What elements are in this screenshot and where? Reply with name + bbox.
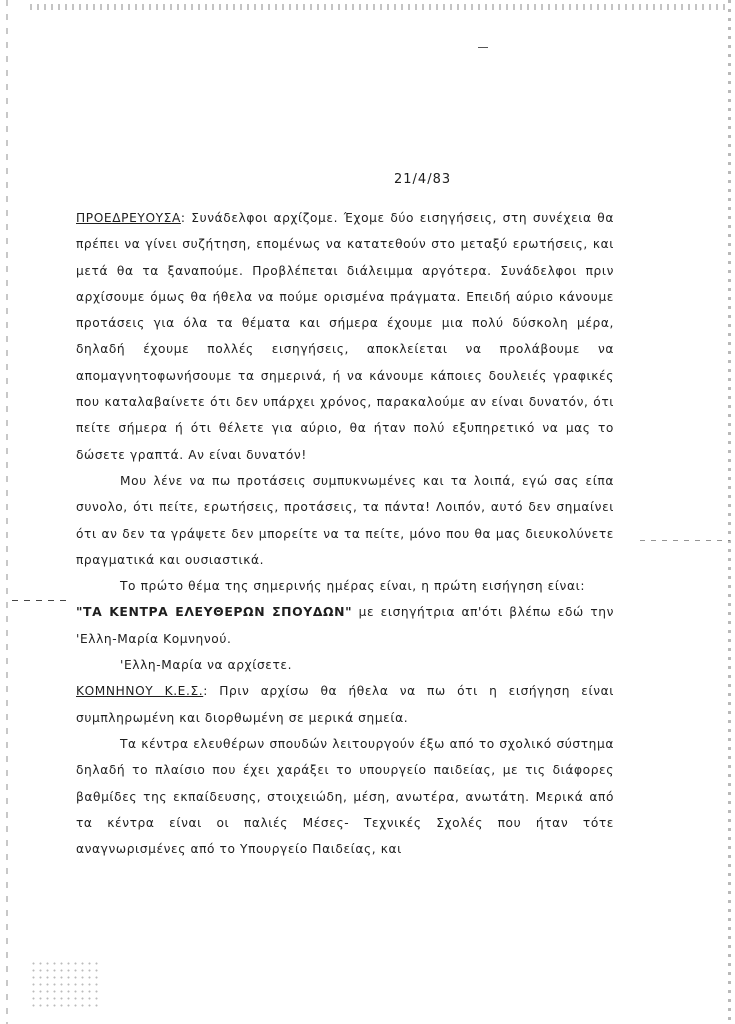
scan-artifact-left — [6, 0, 8, 1024]
scan-mark — [478, 47, 488, 48]
topic-title: "ΤΑ ΚΕΝΤΡΑ ΕΛΕΥΘΕΡΩΝ ΣΠΟΥΔΩΝ" — [76, 604, 353, 620]
transcript-body — [76, 205, 614, 862]
speaker-name: ΠΡΟΕΔΡΕΥΟΥΣΑ — [76, 211, 181, 225]
paragraph-invite-speaker — [76, 652, 614, 678]
paragraph-speaker-intro — [76, 678, 614, 731]
paragraph-text: : Συνάδελφοι αρχίζομε. Έχομε δύο εισηγήσεις, στη συνέχεια θα πρέπει να γίνει συζήτηση, επομένως να κατατεθούν στο μεταξύ ερωτήσεις, και μετά θα τα ξαναπούμε. Προβλέπεται διάλειμμα αργότερα. Συνάδελφοι πριν αρχίσουμε όμως θα ήθελα να πούμε ορισμένα πράγματα. Επειδή αύριο κάνουμε προτάσεις για όλα τα θέματα και σήμερα έχουμε μια πολύ δύσκολη μέρα, δηλαδή έχουμε πολλές εισηγήσεις, αποκλείεται να προλάβουμε να απομαγνητοφωνήσουμε τα σημερινά, ή να κάνουμε κάποιες δουλειές γραφικές που καταλαβαίνετε ότι δεν υπάρχει χρόνος, παρακαλούμε αν είναι δυνατόν, ότι πείτε σήμερα ή ότι θέλετε για αύριο, θα ήταν πολύ εξυπηρετικό να μας το δώσετε γραπτά. Αν είναι δυνατόν! — [76, 211, 614, 462]
scan-artifact-right — [728, 0, 731, 1024]
paragraph-text: Το πρώτο θέμα της σημερινής ημέρας είναι, η πρώτη εισήγηση είναι: — [120, 579, 586, 594]
paragraph-chair-opening — [76, 205, 614, 468]
margin-dash-right — [640, 540, 730, 541]
paragraph-centres-description — [76, 731, 614, 862]
paragraph-text: Τα κέντρα ελευθέρων σπουδών λειτουργούν έξω από το σχολικό σύστημα δηλαδή το πλαίσιο που έχει χαράξει το υπουργείο παιδείας, με τις διάφορες βαθμίδες της εκπαίδευσης, στοιχειώδη, μέση, ανωτέρα, ανωτάτη. Μερικά από τα κέντρα είναι οι παλιές Μέσες- Τεχνικές Σχολές που ήταν τότε αναγνωρισμένες από το Υπουργείο Παιδείας, και — [76, 736, 614, 857]
margin-dash — [12, 600, 70, 601]
paragraph-condensed-proposals — [76, 468, 614, 573]
paragraph-first-topic — [76, 573, 614, 599]
paragraph-topic-title — [76, 599, 614, 652]
paragraph-text: : Πριν αρχίσω θα ήθελα να πω ότι η εισήγηση είναι συμπληρωμένη και διορθωμένη σε μερικά σημεία. — [76, 684, 614, 725]
document-date: 21/4/83 — [394, 172, 452, 187]
scan-artifact-top — [30, 4, 730, 10]
paragraph-text: Μου λένε να πω προτάσεις συμπυκνωμένες και τα λοιπά, εγώ σας είπα συνολο, ότι πείτε, ερωτήσεις, προτάσεις, τα πάντα! Λοιπόν, αυτό δεν σημαίνει ότι αν δεν τα γράψετε δεν μπορείτε να τα πείτε, μόνο που θα μας διευκολύνετε πραγματικά και ουσιαστικά. — [76, 473, 614, 567]
speaker-name: ΚΟΜΝΗΝΟΥ Κ.Ε.Σ. — [76, 684, 204, 699]
paragraph-text: 'Ελλη-Μαρία να αρχίσετε. — [120, 658, 293, 673]
paragraph-text: με εισηγήτρια απ'ότι βλέπω εδώ την 'Ελλη-Μαρία Κομνηνού. — [76, 605, 614, 646]
scan-speckle — [30, 960, 100, 1010]
